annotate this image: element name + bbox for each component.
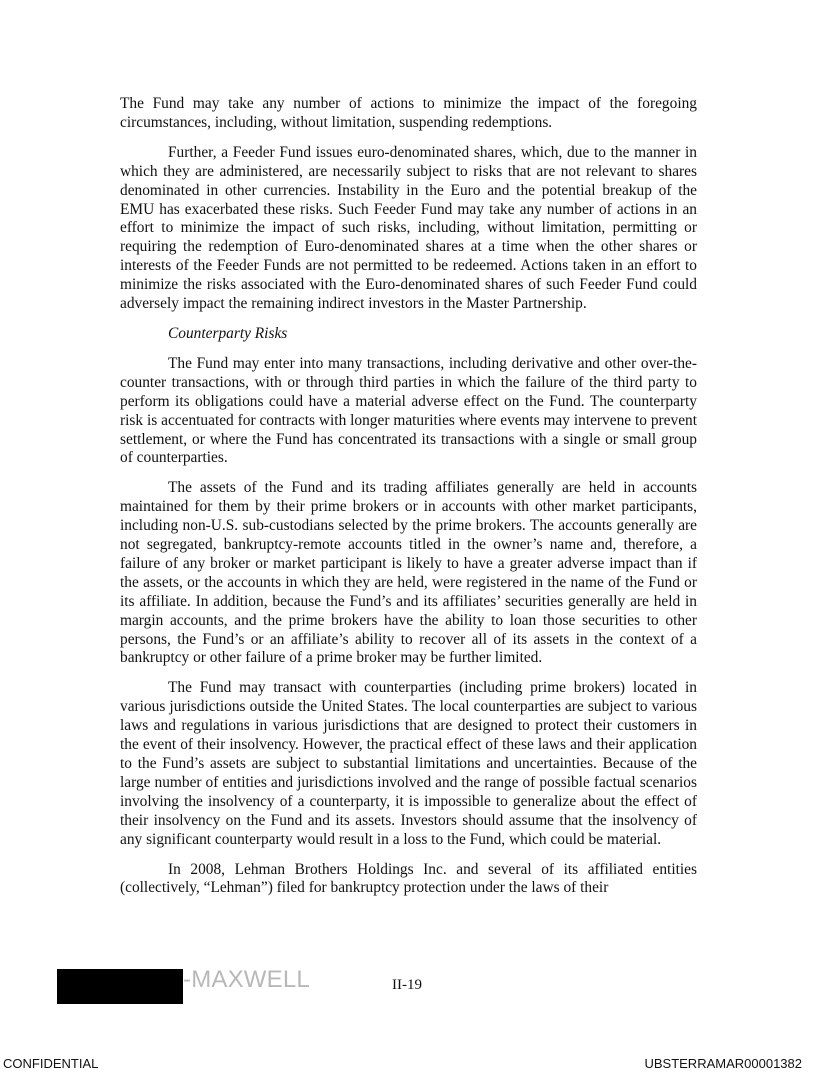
section-heading-counterparty-risks: Counterparty Risks <box>168 324 288 342</box>
paragraph-foregoing-circumstances: The Fund may take any number of actions to minimize the impact of the foregoing circumstances, including, without limitation, suspending redemptions. <box>120 95 697 131</box>
redaction-box <box>57 969 183 1004</box>
page-number: II-19 <box>392 977 422 993</box>
document-body <box>120 95 697 909</box>
redacted-name-text: -MAXWELL <box>183 966 310 993</box>
paragraph-prime-broker-accounts: The assets of the Fund and its trading affiliates generally are held in accounts maintained for them by their prime brokers or in accounts with other market participants, including non-U.S. sub-custodians selected by the prime brokers. The accounts generally are not segregated, bankruptcy-remote accounts titled in the owner’s name and, therefore, a failure of any broker or market participant is likely to have a greater adverse impact than if the assets, or the accounts in which they are held, were registered in the name of the Fund or its affiliate. In addition, because the Fund’s and its affiliates’ securities generally are held in margin accounts, and the prime brokers have the ability to loan those securities to other persons, the Fund’s or an affiliate’s ability to recover all of its assets in the context of a bankruptcy or other failure of a prime broker may be further limited. <box>120 479 697 667</box>
paragraph-euro-denominated-shares: Further, a Feeder Fund issues euro-denominated shares, which, due to the manner in which they are administered, are necessarily subject to risks that are not relevant to shares denominated in other currencies. Instability in the Euro and the potential breakup of the EMU has exacerbated these risks. Such Feeder Fund may take any number of actions in an effort to minimize the impact of such risks, including, without limitation, permitting or requiring the redemption of Euro-denominated shares at a time when the other shares or interests of the Feeder Funds are not permitted to be redeemed. Actions taken in an effort to minimize the risks associated with the Euro-denominated shares of such Feeder Fund could adversely impact the remaining indirect investors in the Master Partnership. <box>120 143 697 313</box>
paragraph-counterparty-transactions: The Fund may enter into many transactions, including derivative and other over-the-counter transactions, with or through third parties in which the failure of the third party to perform its obligations could have a material adverse effect on the Fund. The counterparty risk is accentuated for contracts with longer maturities where events may intervene to prevent settlement, or where the Fund has concentrated its transactions with a single or small group of counterparties. <box>120 354 697 467</box>
paragraph-foreign-counterparties: The Fund may transact with counterparties (including prime brokers) located in various jurisdictions outside the United States. The local counterparties are subject to various laws and regulations in various jurisdictions that are designed to protect their customers in the event of their insolvency. However, the practical effect of these laws and their application to the Fund’s assets are subject to substantial limitations and uncertainties. Because of the large number of entities and jurisdictions involved and the range of possible factual scenarios involving the insolvency of a counterparty, it is impossible to generalize about the effect of their insolvency on the Fund and its assets. Investors should assume that the insolvency of any significant counterparty would result in a loss to the Fund, which could be material. <box>120 679 697 848</box>
paragraph-lehman-bankruptcy: In 2008, Lehman Brothers Holdings Inc. and several of its affiliated entities (collectively, “Lehman”) filed for bankruptcy protection under the laws of their <box>120 860 697 897</box>
bates-number: UBSTERRAMAR00001382 <box>644 1056 802 1071</box>
confidential-label: CONFIDENTIAL <box>3 1056 99 1071</box>
